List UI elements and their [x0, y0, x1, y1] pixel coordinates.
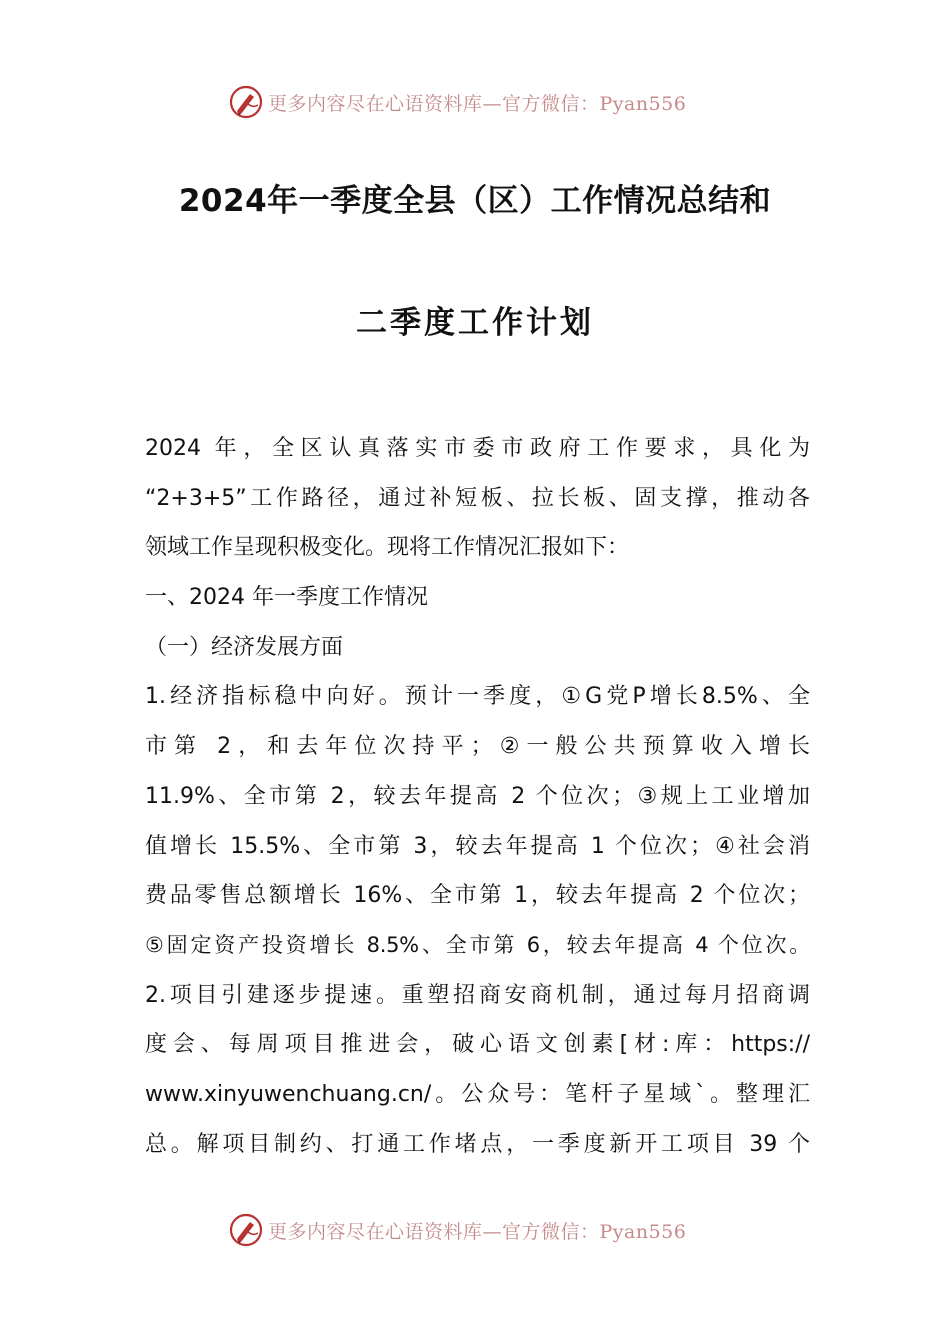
watermark-banner-top	[228, 80, 748, 124]
body-line: 2.项目引建逐步提速。重塑招商安商机制，通过每月招商调	[145, 982, 810, 1008]
watermark-banner-bottom	[228, 1208, 748, 1252]
body-line: 市第 2，和去年位次持平；②一般公共预算收入增长	[145, 734, 810, 760]
body-line: ⑤固定资产投资增长 8.5%、全市第 6，较去年提高 4 个位次。	[145, 932, 810, 957]
body-line: 总。解项目制约、打通工作堵点，一季度新开工项目 39 个	[145, 1131, 810, 1157]
body-line: 一、2024 年一季度工作情况	[145, 585, 428, 611]
body-line: 费品零售总额增长 16%、全市第 1，较去年提高 2 个位次；	[145, 883, 810, 909]
body-line: 11.9%、全市第 2，较去年提高 2 个位次；③规上工业增加	[145, 783, 810, 809]
pen-circle-logo-icon	[228, 84, 264, 120]
pen-circle-logo-icon	[228, 1212, 264, 1248]
body-line: （一）经济发展方面	[145, 634, 344, 660]
body-line: www.xinyuwenchuang.cn/。公众号：笔杆子星域`。整理汇	[145, 1081, 810, 1107]
body-line: 领域工作呈现积极变化。现将工作情况汇报如下：	[145, 535, 630, 561]
body-line: 度会、每周项目推进会，破心语文创素[材:库：https://	[145, 1032, 810, 1058]
body-line: “2+3+5”工作路径，通过补短板、拉长板、固支撑，推动各	[145, 485, 810, 511]
watermark-text: 更多内容尽在心语资料库—官方微信：Pyan556	[268, 92, 687, 115]
watermark-text: 更多内容尽在心语资料库—官方微信：Pyan556	[268, 1220, 687, 1243]
document-title-line-2: 二季度工作计划	[356, 305, 594, 341]
document-body	[145, 424, 810, 1169]
body-line: 值增长 15.5%、全市第 3，较去年提高 1 个位次；④社会消	[145, 833, 810, 859]
document-title-line-1: 2024年一季度全县（区）工作情况总结和	[178, 183, 772, 219]
body-line: 1.经济指标稳中向好。预计一季度，①G党P增长8.5%、全	[145, 684, 810, 710]
body-line: 2024 年，全区认真落实市委市政府工作要求，具化为	[145, 436, 810, 461]
